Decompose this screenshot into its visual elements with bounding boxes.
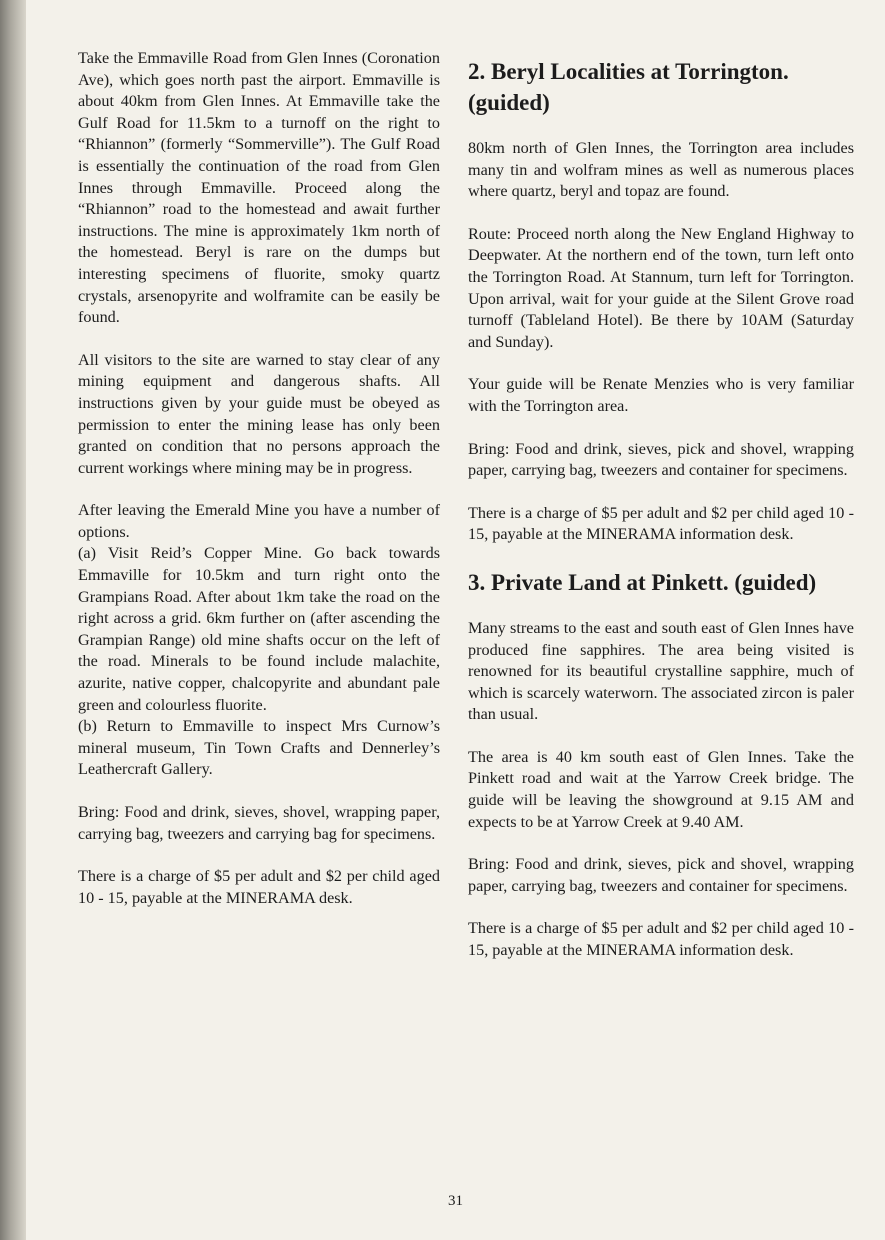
section-3-intro-paragraph: Many streams to the east and south east of Glen Innes have produced fine sapphires. The area being visited is renowned for its beautiful crystalline sapphire, much of which is scarcely waterworn. The associated zircon is paler than usual.	[468, 618, 854, 724]
section-2-bring-paragraph: Bring: Food and drink, sieves, pick and shovel, wrapping paper, carrying bag, tweezers and container for specimens.	[468, 439, 854, 480]
section-3-bring-paragraph: Bring: Food and drink, sieves, pick and shovel, wrapping paper, carrying bag, tweezers and container for specimens.	[468, 855, 854, 895]
section-3-charge-paragraph: There is a charge of $5 per adult and $2 per child aged 10 - 15, payable at the MINERAMA information desk.	[468, 919, 854, 960]
options-intro-paragraph: After leaving the Emerald Mine you have a number of options.	[78, 501, 440, 541]
section-3-heading: 3. Private Land at Pinkett. (guided)	[468, 569, 817, 595]
section-2-intro-paragraph: 80km north of Glen Innes, the Torrington area includes many tin and wolfram mines as well as numerous places where quartz, beryl and topaz are found.	[468, 139, 854, 201]
section-2-heading: 2. Beryl Localities at Torrington. (guided)	[468, 59, 789, 115]
binding-gutter	[0, 0, 26, 1240]
safety-warning-paragraph: All visitors to the site are warned to stay clear of any mining equipment and dangerous shafts. All instructions given by your guide must be obeyed as permission to enter the mining lease has only been granted on condition that no persons approach the current workings where mining may be in progress.	[78, 350, 440, 477]
section-3-directions-paragraph: The area is 40 km south east of Glen Innes. Take the Pinkett road and wait at the Yarrow Creek bridge. The guide will be leaving the showground at 9.15 AM and expects to be at Yarrow Creek at 9.40 AM.	[468, 747, 854, 831]
option-b-paragraph: (b) Return to Emmaville to inspect Mrs Curnow’s mineral museum, Tin Town Crafts and Dennerley’s Leathercraft Gallery.	[78, 717, 440, 779]
section-2-charge-paragraph: There is a charge of $5 per adult and $2 per child aged 10 - 15, payable at the MINERAMA information desk.	[468, 503, 854, 544]
left-column	[78, 48, 440, 930]
document-page	[26, 0, 885, 1240]
emmaville-directions-paragraph: Take the Emmaville Road from Glen Innes (Coronation Ave), which goes north past the airport. Emmaville is about 40km from Glen Innes. At Emmaville take the Gulf Road for 11.5km to a turnoff on the right to “Rhiannon” (formerly “Sommerville”). The Gulf Road is essentially the continuation of the road from Glen Innes through Emmaville. Proceed along the “Rhiannon” road to the homestead and await further instructions. The mine is approximately 1km north of the homestead. Beryl is rare on the dumps but interesting specimens of fluorite, smoky quartz crystals, arsenopyrite and wolframite can be easily be found.	[78, 49, 440, 327]
option-a-paragraph: (a) Visit Reid’s Copper Mine. Go back towards Emmaville for 10.5km and turn right onto the Grampians Road. After about 1km take the road on the right across a grid. 6km further on (after ascending the Grampian Range) old mine shafts occur on the left of the road. Minerals to be found include malachite, azurite, native copper, chalcopyrite and abundant pale green and colourless fluorite.	[78, 544, 440, 714]
right-column	[468, 48, 854, 983]
charge-paragraph: There is a charge of $5 per adult and $2 per child aged 10 - 15, payable at the MINERAMA desk.	[78, 867, 440, 907]
section-2-route-paragraph: Route: Proceed north along the New England Highway to Deepwater. At the northern end of the town, turn left onto the Torrington Road. At Stannum, turn left for Torrington. Upon arrival, wait for your guide at the Silent Grove road turnoff (Tableland Hotel). Be there by 10AM (Saturday and Sunday).	[468, 224, 854, 351]
section-2-guide-paragraph: Your guide will be Renate Menzies who is very familiar with the Torrington area.	[468, 375, 854, 415]
page-number: 31	[448, 1193, 463, 1209]
bring-list-paragraph: Bring: Food and drink, sieves, shovel, wrapping paper, carrying bag, tweezers and carrying bag for specimens.	[78, 803, 440, 843]
